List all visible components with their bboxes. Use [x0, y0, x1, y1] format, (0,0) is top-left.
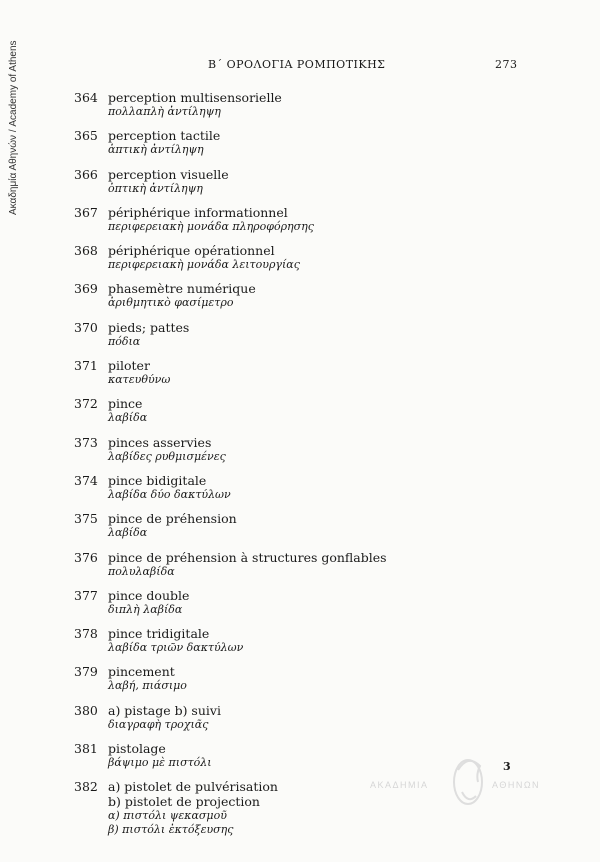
entry-number: 381	[74, 741, 98, 757]
greek-term: λαβίδες ρυθμισμένες	[108, 449, 226, 463]
entry-number: 380	[74, 702, 98, 718]
entry-body	[108, 281, 504, 310]
watermark-right-text: ΑΘΗΝΩΝ	[492, 780, 541, 790]
entry-number: 365	[74, 128, 98, 144]
entry-number: 367	[74, 204, 98, 220]
entry-number: 368	[74, 243, 98, 259]
french-term: pince de préhension à structures gonflables	[108, 549, 387, 565]
greek-term: πόδια	[108, 334, 141, 348]
entry-number: 377	[74, 587, 98, 603]
french-term: pincement	[108, 664, 175, 680]
glossary-entry	[74, 588, 504, 617]
entry-body	[108, 473, 504, 502]
entry-body	[108, 320, 504, 349]
entry-number: 364	[74, 90, 98, 105]
glossary-entry	[74, 511, 504, 540]
page-number: 273	[495, 58, 518, 71]
french-term: pince tridigitale	[108, 626, 210, 642]
entry-number: 379	[74, 664, 98, 680]
greek-term: λαβίδα	[108, 526, 148, 540]
glossary-entry	[74, 473, 504, 502]
french-term: a) pistage b) suivi	[108, 702, 221, 718]
glossary-entry	[74, 281, 504, 310]
french-term: pince de préhension	[108, 511, 237, 527]
glossary-entries	[74, 90, 504, 847]
french-term: b) pistolet de projection	[108, 794, 260, 810]
running-title: Β΄ ΟΡΟΛΟΓΙΑ ΡΟΜΠΟΤΙΚΗΣ	[208, 58, 386, 71]
greek-term: διαγραφὴ τροχιᾶς	[108, 717, 209, 731]
french-term: perception visuelle	[108, 166, 229, 182]
glossary-entry	[74, 358, 504, 387]
glossary-entry	[74, 435, 504, 464]
greek-term: περιφερειακὴ μονάδα λειτουργίας	[108, 258, 300, 272]
entry-number: 375	[74, 511, 98, 527]
entry-body	[108, 128, 504, 157]
entry-number: 382	[74, 779, 98, 795]
greek-term: βάψιμο μὲ πιστόλι	[108, 756, 212, 770]
glossary-entry	[74, 243, 504, 272]
greek-term: ἁπτικὴ ἀντίληψη	[108, 143, 204, 157]
entry-number: 369	[74, 281, 98, 297]
greek-term: λαβίδα τριῶν δακτύλων	[108, 641, 244, 655]
entry-number: 378	[74, 626, 98, 642]
entry-body	[108, 396, 504, 425]
greek-term: πολλαπλὴ ἀντίληψη	[108, 105, 221, 118]
athena-head-icon	[448, 752, 488, 816]
academy-watermark	[370, 752, 580, 822]
french-term: pince double	[108, 587, 190, 603]
footer-number: 3	[503, 760, 511, 773]
glossary-entry	[74, 167, 504, 196]
greek-term: κατευθύνω	[108, 373, 171, 387]
greek-term: λαβίδα δύο δακτύλων	[108, 487, 231, 501]
entry-body	[108, 358, 504, 387]
entry-body	[108, 205, 504, 234]
entry-body	[108, 167, 504, 196]
french-term: périphérique informationnel	[108, 204, 288, 220]
glossary-entry	[74, 703, 504, 732]
french-term: phasemètre numérique	[108, 281, 256, 297]
glossary-entry	[74, 664, 504, 693]
greek-term: λαβίδα	[108, 411, 148, 425]
greek-term: λαβή, πιάσιμο	[108, 679, 187, 693]
french-term: périphérique opérationnel	[108, 243, 275, 259]
glossary-entry	[74, 626, 504, 655]
glossary-entry	[74, 550, 504, 579]
entry-number: 376	[74, 549, 98, 565]
greek-term: ἀριθμητικὸ φασίμετρο	[108, 296, 234, 310]
entry-number: 373	[74, 434, 98, 450]
entry-body	[108, 550, 504, 579]
entry-body	[108, 435, 504, 464]
french-term: pince bidigitale	[108, 472, 207, 488]
entry-number: 374	[74, 472, 98, 488]
glossary-entry	[74, 128, 504, 157]
greek-term: περιφερειακὴ μονάδα πληροφόρησης	[108, 219, 314, 233]
french-term: perception multisensorielle	[108, 90, 282, 105]
french-term: pistolage	[108, 741, 166, 757]
glossary-entry	[74, 90, 504, 119]
french-term: pieds; pattes	[108, 319, 190, 335]
greek-term: β) πιστόλι ἐκτόξευσης	[108, 823, 234, 837]
entry-number: 371	[74, 358, 98, 374]
glossary-entry	[74, 320, 504, 349]
greek-term: ὀπτικὴ ἀντίληψη	[108, 181, 203, 195]
greek-term: πολυλαβίδα	[108, 564, 175, 578]
glossary-entry	[74, 396, 504, 425]
entry-body	[108, 511, 504, 540]
entry-number: 370	[74, 319, 98, 335]
french-term: piloter	[108, 358, 150, 374]
french-term: perception tactile	[108, 128, 221, 144]
french-term: a) pistolet de pulvérisation	[108, 779, 278, 795]
entry-body	[108, 588, 504, 617]
entry-body	[108, 90, 504, 119]
greek-term: α) πιστόλι ψεκασμοῦ	[108, 809, 227, 823]
french-term: pinces asservies	[108, 434, 212, 450]
french-term: pince	[108, 396, 143, 412]
entry-number: 372	[74, 396, 98, 412]
entry-body	[108, 703, 504, 732]
entry-body	[108, 664, 504, 693]
glossary-entry	[74, 205, 504, 234]
entry-body	[108, 243, 504, 272]
entry-number: 366	[74, 166, 98, 182]
entry-body	[108, 626, 504, 655]
greek-term: διπλὴ λαβίδα	[108, 602, 183, 616]
side-note: Ακαδημία Αθηνών / Academy of Athens	[8, 40, 19, 215]
watermark-left-text: ΑΚΑΔΗΜΙΑ	[370, 780, 429, 790]
